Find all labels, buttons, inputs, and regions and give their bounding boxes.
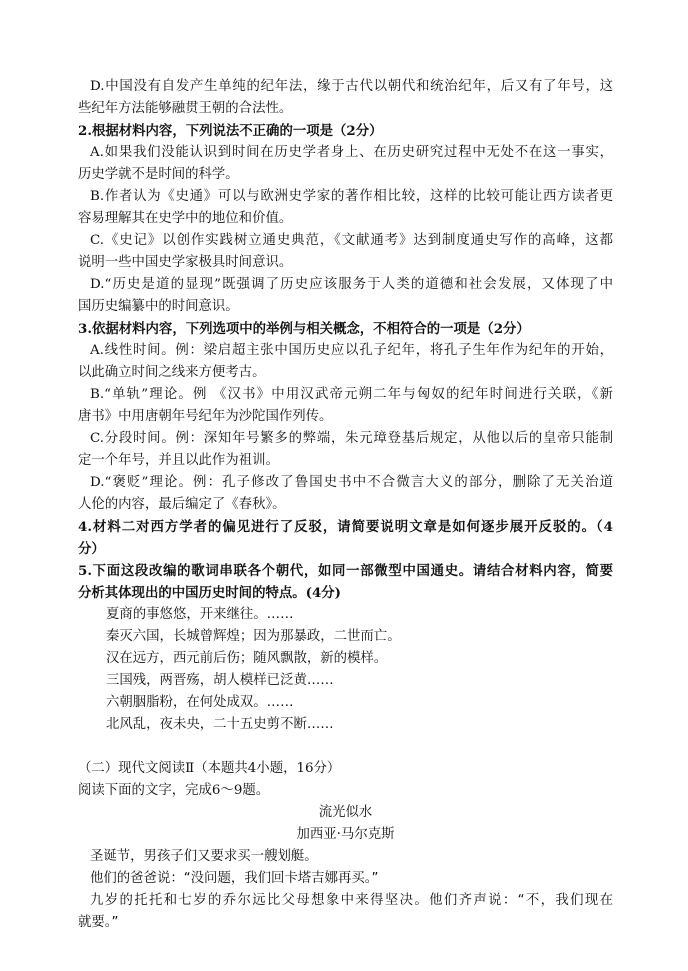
poem-line: 夏商的事悠悠，开来继往。…… [106, 607, 294, 622]
section-instruction: 阅读下面的文字，完成6～9题。 [78, 783, 270, 798]
q2-option-c-line2: 说明一些中国史学家极具时间意识。 [78, 255, 293, 270]
q2-option-d-line1: D.“历史是道的显现”既强调了历史应该服务于人类的道德和社会发展，又体现了中 [90, 277, 613, 292]
q4-stem-line2: 分） [78, 541, 105, 557]
q3-option-c-line2: 定一个年号，并且以此作为祖训。 [78, 453, 279, 468]
q3-option-a-line2: 以此确立时间之线来方便考古。 [78, 365, 266, 380]
q3-option-d-line2: 人伦的内容，最后编定了《春秋》。 [78, 497, 286, 512]
poem-line: 汉在远方，西元前后伤；随风飘散，新的模样。 [106, 651, 388, 666]
q3-option-b-line2: 唐书》中用唐朝年号纪年为沙陀国作列传。 [78, 409, 333, 424]
q3-stem: 3.依据材料内容，下列选项中的举例与相关概念，不相符合的一项是（2分） [78, 321, 530, 337]
q3-option-c-line1: C.分段时间。例：深知年号繁多的弊端，朱元璋登基后规定，从他以后的皇帝只能制 [90, 431, 613, 446]
q2-option-b-line1: B.作者认为《史通》可以与欧洲史学家的著作相比较，这样的比较可能让西方读者更 [90, 189, 613, 204]
q5-stem-line2: 分析其体现出的中国历史时间的特点。(4分) [78, 585, 342, 601]
q1-option-d-line2: 些纪年方法能够融贯王朝的合法性。 [78, 101, 293, 116]
q1-option-d-line1: D.中国没有自发产生单纯的纪年法，缘于古代以朝代和统治纪年，后又有了年号，这 [90, 79, 613, 94]
q5-stem-line1: 5.下面这段改编的歌词串联各个朝代，如同一部微型中国通史。请结合材料内容，简要 [78, 563, 613, 579]
q2-option-a-line1: A.如果我们没能认识到时间在历史学者身上、在历史研究过程中无处不在这一事实， [90, 145, 613, 160]
q2-option-c-line1: C.《史记》以创作实践树立通史典范，《文献通考》达到制度通史写作的高峰，这都 [90, 233, 613, 248]
poem-line: 北风乱，夜未央，二十五史剪不断…… [106, 717, 334, 732]
q3-option-a-line1: A.线性时间。例：梁启超主张中国历史应以孔子纪年，将孔子生年作为纪年的开始， [90, 343, 613, 358]
q3-option-b-line1: B.“单轨”理论。例 《汉书》中用汉武帝元朔二年与匈奴的纪年时间进行关联，《新 [90, 387, 613, 402]
passage-title: 流光似水 [318, 805, 373, 820]
passage-paragraph-3-line2: 就要。” [78, 915, 119, 930]
q3-option-d-line1: D.“褒贬”理论。例：孔子修改了鲁国史书中不合微言大义的部分，删除了无关治道 [90, 475, 613, 490]
passage-paragraph-2: 他们的爸爸说：“没问题，我们回卡塔吉娜再买。” [90, 871, 379, 886]
passage-paragraph-1: 圣诞节，男孩子们又要求买一艘划艇。 [90, 849, 318, 864]
q2-option-d-line2: 国历史编纂中的时间意识。 [78, 299, 239, 314]
passage-paragraph-3-line1: 九岁的托托和七岁的乔尔远比父母想象中来得坚决。他们齐声说：“不，我们现在 [90, 893, 613, 908]
q4-stem-line1: 4.材料二对西方学者的偏见进行了反驳，请简要说明文章是如何逐步展开反驳的。（4 [78, 519, 613, 535]
poem-line: 秦灭六国，长城曾辉煌；因为那暴政，二世而亡。 [106, 629, 401, 644]
q2-stem: 2.根据材料内容，下列说法不正确的一项是（2分） [78, 123, 383, 139]
passage-author: 加西亚·马尔克斯 [296, 827, 395, 842]
q2-option-b-line2: 容易理解其在史学中的地位和价值。 [78, 211, 293, 226]
poem-line: 六朝胭脂粉，在何处成双。…… [106, 695, 294, 710]
poem-line: 三国残，两晋殇，胡人模样已泛黄…… [106, 673, 334, 688]
q2-option-a-line2: 历史学就不是时间的科学。 [78, 167, 239, 182]
section-heading: （二）现代文阅读Ⅱ（本题共4小题，16分） [78, 761, 341, 776]
